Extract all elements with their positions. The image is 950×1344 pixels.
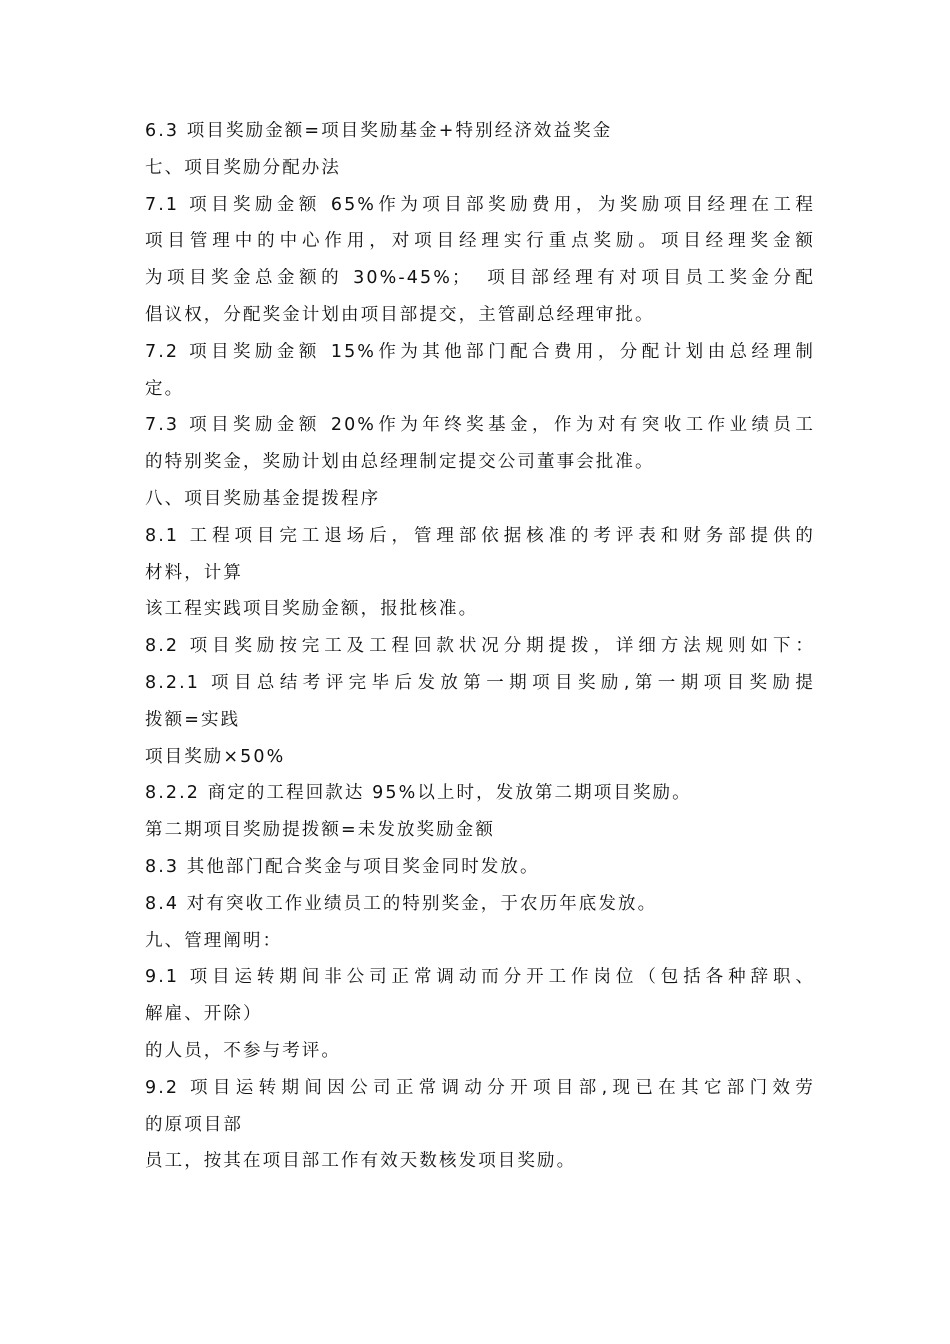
text-line: 9.1 项目运转期间非公司正常调动而分开工作岗位（包括各种辞职、 (145, 967, 815, 988)
text-line: 拨额=实践 (145, 709, 241, 730)
text-line: 8.2.1 项目总结考评完毕后发放第一期项目奖励,第一期项目奖励提 (145, 672, 815, 693)
text-line: 6.3 项目奖励金额=项目奖励基金+特别经济效益奖金 (145, 121, 613, 141)
text-line: 的特别奖金，奖励计划由总经理制定提交公司董事会批准。 (145, 452, 655, 473)
text-line: 项目管理中的中心作用，对项目经理实行重点奖励。项目经理奖金额 (145, 231, 815, 252)
text-line: 7.3 项目奖励金额 20%作为年终奖基金，作为对有突收工作业绩员工 (145, 415, 815, 436)
text-line: 项目奖励×50% (145, 746, 286, 767)
text-line: 7.2 项目奖励金额 15%作为其他部门配合费用，分配计划由总经理制 (145, 341, 815, 362)
text-line: 8.2 项目奖励按完工及工程回款状况分期提拨，详细方法规则如下： (145, 636, 815, 657)
text-line: 八、项目奖励基金提拨程序 (145, 488, 381, 509)
text-line: 七、项目奖励分配办法 (145, 157, 341, 178)
text-line: 8.1 工程项目完工退场后，管理部依据核准的考评表和财务部提供的 (145, 525, 815, 546)
text-line: 8.4 对有突收工作业绩员工的特别奖金，于农历年底发放。 (145, 893, 658, 914)
text-line: 9.2 项目运转期间因公司正常调动分开项目部,现已在其它部门效劳 (145, 1077, 815, 1098)
text-line: 8.3 其他部门配合奖金与项目奖金同时发放。 (145, 856, 540, 877)
text-line: 的人员，不参与考评。 (145, 1040, 341, 1061)
text-line: 7.1 项目奖励金额 65%作为项目部奖励费用，为奖励项目经理在工程 (145, 194, 815, 215)
text-line: 倡议权，分配奖金计划由项目部提交，主管副总经理审批。 (145, 304, 655, 325)
text-line: 解雇、开除） (145, 1004, 263, 1025)
text-line: 定。 (145, 378, 185, 399)
text-line: 九、管理阐明： (145, 930, 283, 951)
text-line: 员工，按其在项目部工作有效天数核发项目奖励。 (145, 1151, 577, 1172)
text-line: 为项目奖金总金额的 30%-45%； 项目部经理有对项目员工奖金分配 (145, 268, 815, 289)
text-line: 材料，计算 (145, 562, 243, 583)
text-line: 的原项目部 (145, 1114, 243, 1135)
text-line: 第二期项目奖励提拨额=未发放奖励金额 (145, 820, 495, 841)
document-body (145, 113, 815, 1180)
text-line: 该工程实践项目奖励金额，报批核准。 (145, 599, 479, 620)
text-line: 8.2.2 商定的工程回款达 95%以上时，发放第二期项目奖励。 (145, 783, 692, 804)
